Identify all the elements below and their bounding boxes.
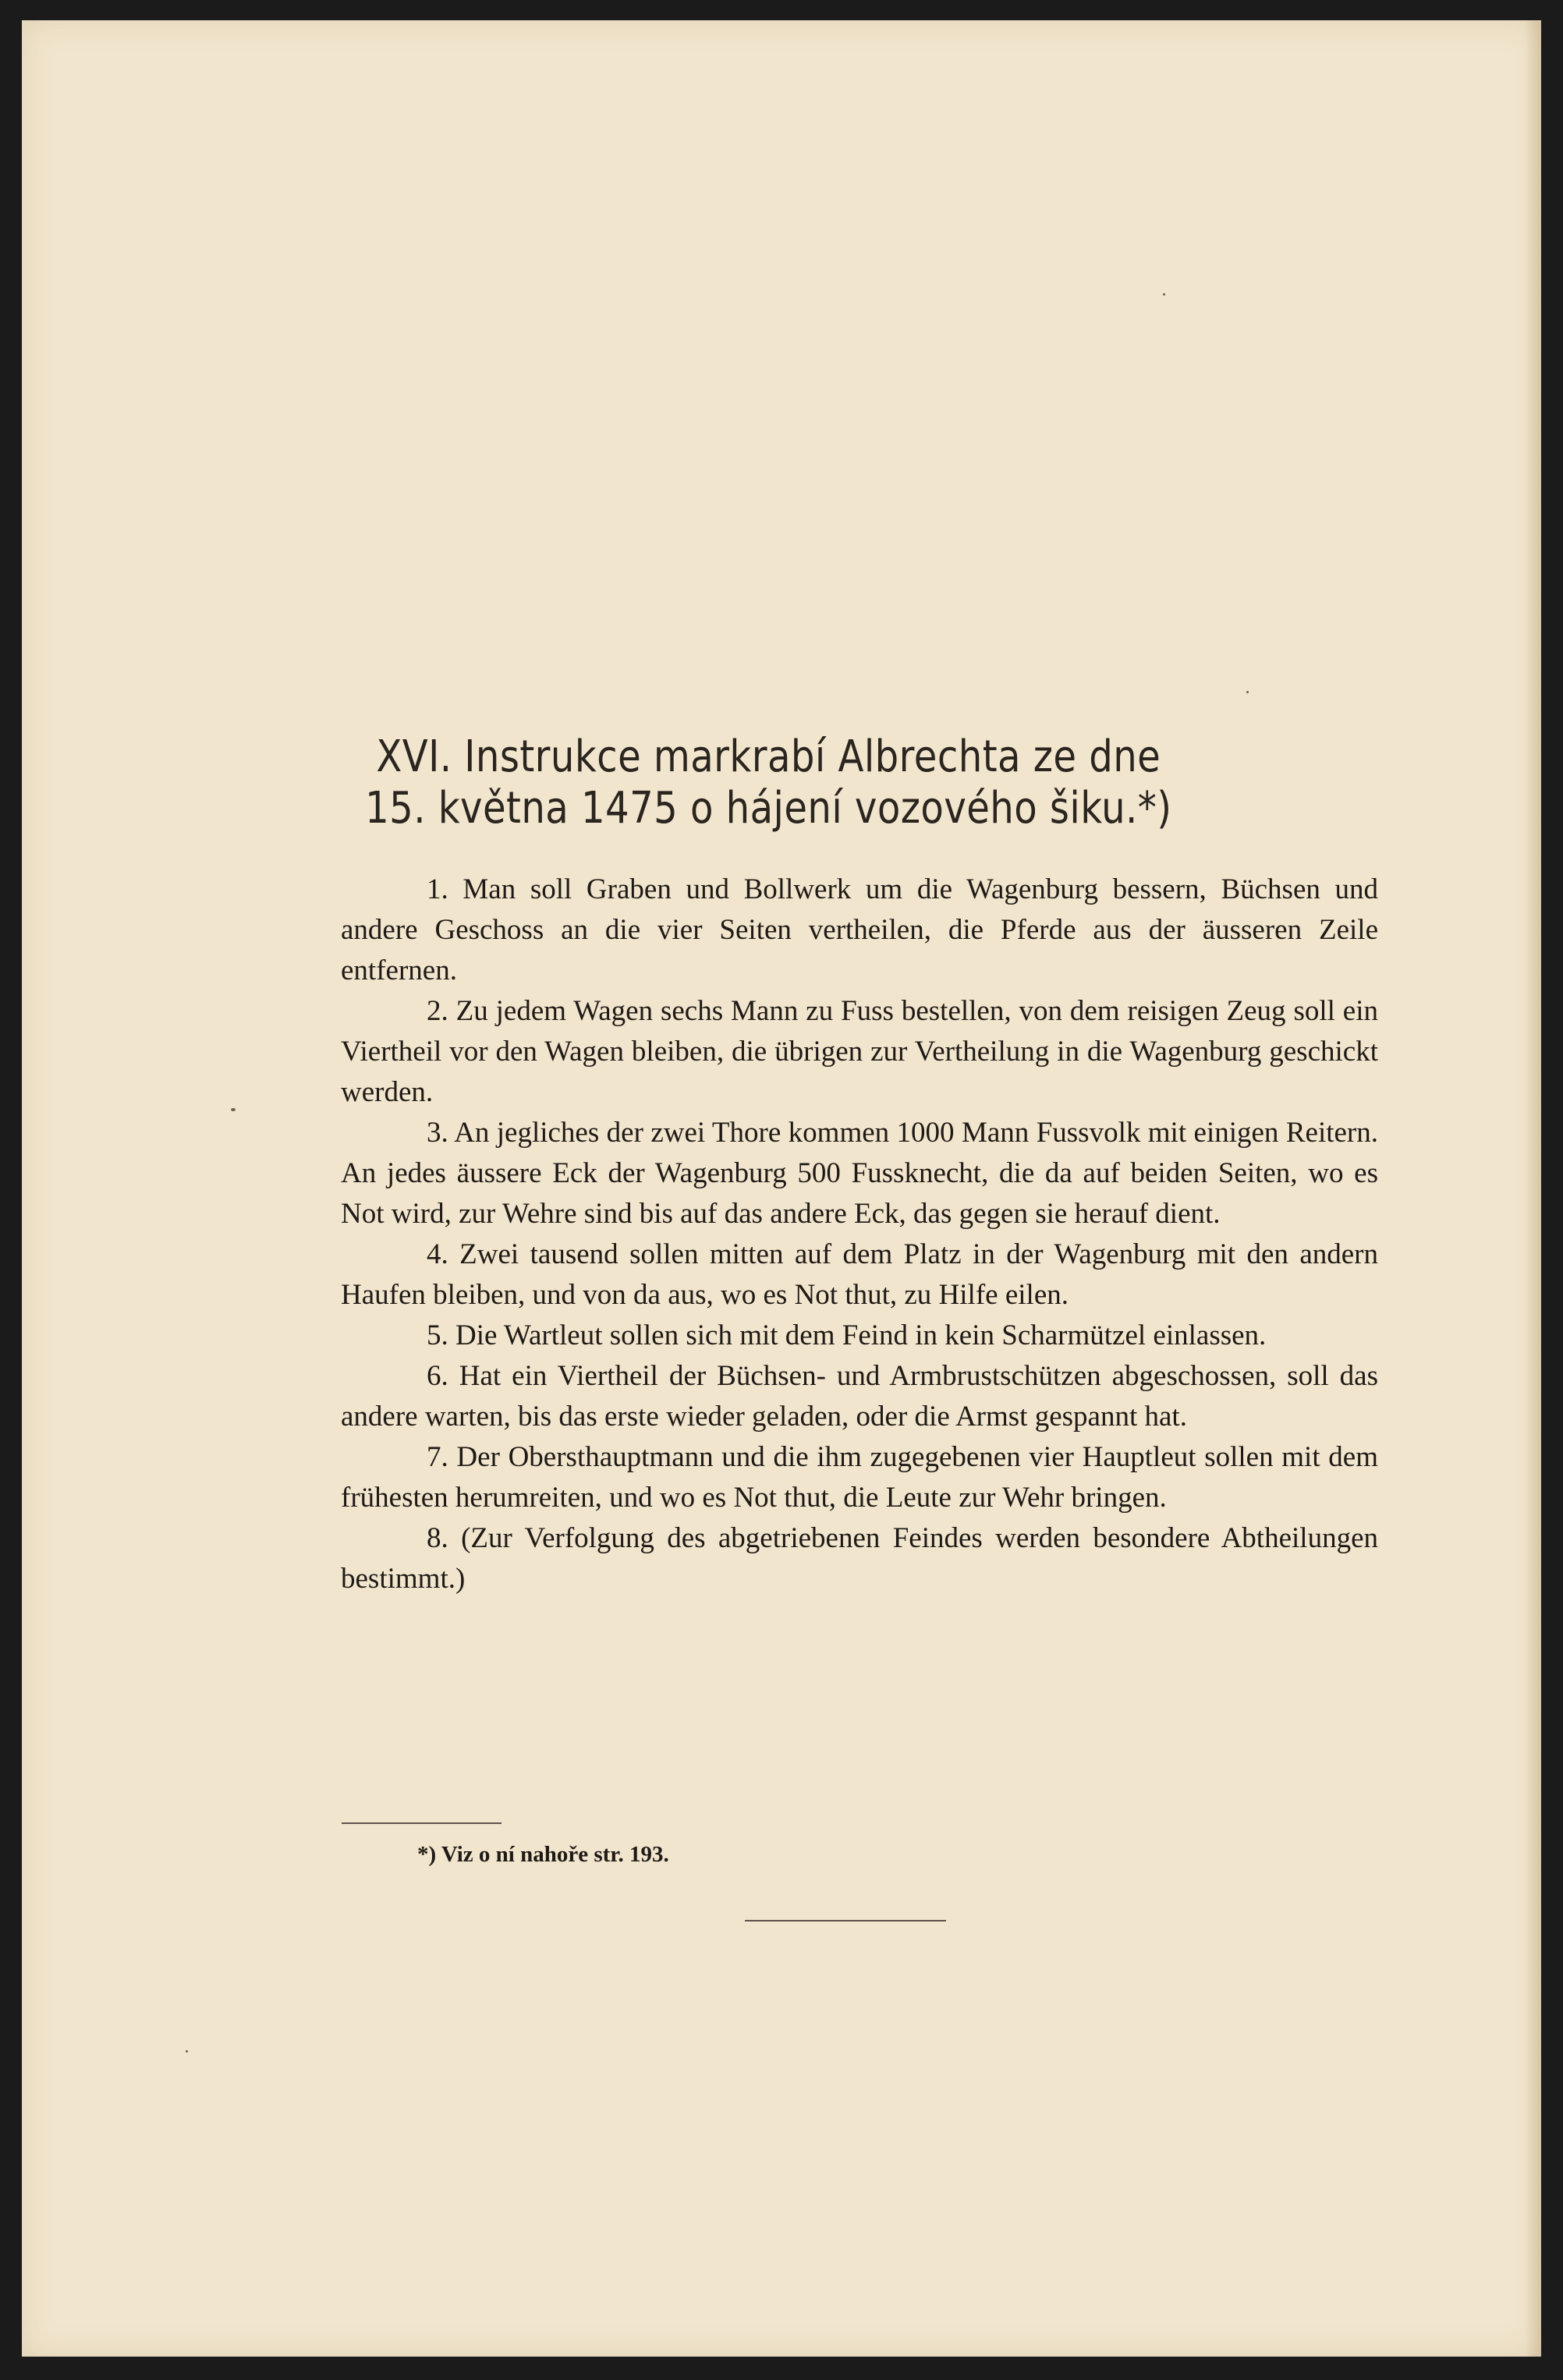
paragraph-5: 5. Die Wartleut sollen sich mit dem Feind in kein Scharmützel einlassen. xyxy=(427,1319,1267,1351)
paper-speck xyxy=(186,2050,188,2052)
paragraph-8: 8. (Zur Verfolgung des abgetriebenen Feindes werden besondere Abtheilungen bestimmt.) xyxy=(341,1522,1378,1595)
paragraph-3: 3. An jegliches der zwei Thore kommen 1000 Mann Fussvolk mit einigen Reitern. An jedes äussere Eck der Wagenburg 500 Fussknecht, die da auf beiden Seiten, wo es Not wird, zur Wehre sind bis auf das andere Eck, das gegen sie herauf dient. xyxy=(341,1117,1378,1230)
section-heading xyxy=(363,731,1175,834)
paragraph-7: 7. Der Obersthauptmann und die ihm zugegebenen vier Hauptleut sollen mit dem frühesten herumreiten, und wo es Not thut, die Leute zur Wehr bringen. xyxy=(341,1441,1378,1514)
paper-speck xyxy=(1163,293,1165,296)
heading-line-1: XVI. Instrukce markrabí Albrechta ze dne xyxy=(376,731,1161,782)
footnote-divider xyxy=(342,1822,502,1824)
heading-line-2: 15. května 1475 o hájení vozového šiku.*) xyxy=(365,783,1172,834)
section-end-rule xyxy=(745,1920,946,1921)
paragraph-2: 2. Zu jedem Wagen sechs Mann zu Fuss bestellen, von dem reisigen Zeug soll ein Viertheil vor den Wagen bleiben, die übrigen zur Vertheilung in die Wagenburg geschickt werden. xyxy=(341,995,1378,1108)
paragraph-6: 6. Hat ein Viertheil der Büchsen- und Armbrustschützen abgeschossen, soll das andere warten, bis das erste wieder geladen, oder die Armst gespannt hat. xyxy=(341,1360,1378,1433)
paper-speck xyxy=(231,1108,236,1111)
page-edge-shadow xyxy=(1524,20,1541,2357)
footnote: *) Viz o ní nahoře str. 193. xyxy=(417,1842,669,1867)
instruction-body xyxy=(341,869,1378,1599)
paragraph-4: 4. Zwei tausend sollen mitten auf dem Platz in der Wagenburg mit den andern Haufen bleiben, und von da aus, wo es Not thut, zu Hilfe eilen. xyxy=(341,1238,1378,1311)
paragraph-1: 1. Man soll Graben und Bollwerk um die Wagenburg bessern, Büchsen und andere Geschoss an die vier Seiten vertheilen, die Pferde aus der äusseren Zeile entfernen. xyxy=(341,873,1378,986)
paper-speck xyxy=(1246,691,1249,693)
